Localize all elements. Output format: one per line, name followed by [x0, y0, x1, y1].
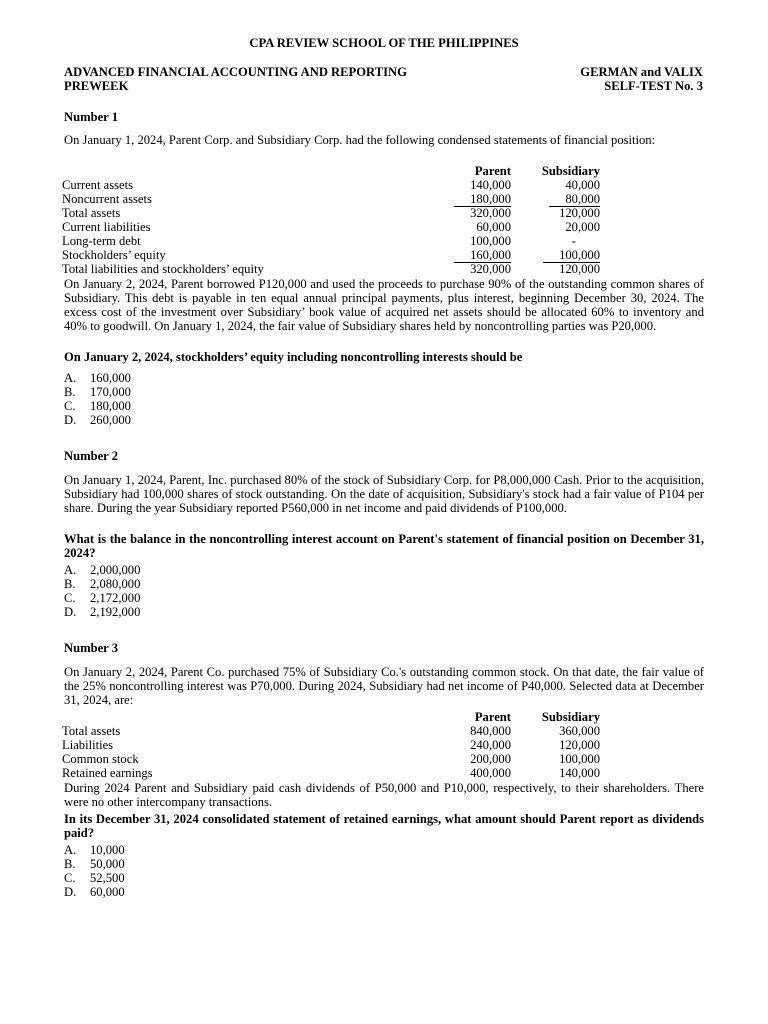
choice-letter: A.: [64, 371, 77, 385]
choice-option[interactable]: [64, 857, 125, 871]
choice-text: 52,500: [90, 871, 125, 885]
choice-option[interactable]: [64, 871, 125, 885]
choice-letter: B.: [64, 577, 76, 591]
q1-body: On January 2, 2024, Parent borrowed P120,000 and used the proceeds to purchase 90% of the outstanding common shares of Subsidiary. This debt is payable in ten equal annual principal payments, plus interest, beginning December 30, 2024. The excess cost of the investment over Subsidiary’ book value of acquired net assets should be allocated 60% to inventory and 40% to goodwill. On January 1, 2024, the fair value of Subsidiary shares held by noncontrolling parties was P20,000.: [64, 277, 704, 333]
subsidiary-value: 120,000: [559, 206, 600, 220]
row-label: Noncurrent assets: [62, 192, 152, 206]
choice-text: 160,000: [90, 371, 131, 385]
table-row: [62, 262, 604, 276]
test-header: [580, 65, 703, 93]
subsidiary-value: 140,000: [559, 766, 600, 780]
q1-number: Number 1: [64, 110, 118, 124]
row-label: Stockholders’ equity: [62, 248, 166, 262]
underlined-value: 180,000: [454, 192, 511, 207]
parent-value: [421, 248, 511, 262]
table-row: [62, 234, 604, 248]
subsidiary-value: [510, 248, 600, 262]
q2-body: On January 1, 2024, Parent, Inc. purchased 80% of the stock of Subsidiary Corp. for P8,000,000 Cash. Prior to the acquisition, Subsidiary had 100,000 shares of stock outstanding. On the date of acquisition, Subsidiary's stock had a fair value of P104 per share. During the year Subsidiary reported P560,000 in net income and paid dividends of P100,000.: [64, 473, 704, 515]
subject-subtitle: PREWEEK: [64, 79, 129, 93]
choice-letter: D.: [64, 605, 77, 619]
row-label: Total assets: [62, 206, 121, 220]
q2-number: Number 2: [64, 449, 118, 463]
q1-question: On January 2, 2024, stockholders’ equity including noncontrolling interests should be: [64, 350, 523, 364]
parent-value: 320,000: [470, 262, 511, 276]
underlined-value: 160,000: [454, 248, 511, 263]
parent-value: 840,000: [470, 724, 511, 738]
choice-text: 170,000: [90, 385, 131, 399]
row-label: Liabilities: [62, 738, 114, 752]
q3-choices: [64, 843, 125, 899]
table-row: [62, 752, 604, 766]
choice-option[interactable]: [64, 413, 131, 427]
col-parent-header: Parent: [474, 710, 511, 724]
parent-value: 200,000: [470, 752, 511, 766]
choice-letter: D.: [64, 885, 77, 899]
school-title: CPA REVIEW SCHOOL OF THE PHILIPPINES: [249, 36, 519, 50]
choice-option[interactable]: [64, 399, 131, 413]
row-label: Total assets: [62, 724, 121, 738]
choice-letter: D.: [64, 413, 77, 427]
subsidiary-value: 20,000: [565, 220, 600, 234]
table-row: [62, 738, 604, 752]
choice-option[interactable]: [64, 591, 140, 605]
choice-text: 2,080,000: [90, 577, 141, 591]
choice-text: 10,000: [90, 843, 125, 857]
row-label: Retained earnings: [62, 766, 153, 780]
choice-text: 260,000: [90, 413, 131, 427]
choice-letter: B.: [64, 857, 76, 871]
underlined-value: 80,000: [549, 192, 600, 207]
choice-option[interactable]: [64, 371, 131, 385]
parent-value: 240,000: [470, 738, 511, 752]
subsidiary-value: 120,000: [559, 262, 600, 276]
parent-value: [421, 192, 511, 206]
parent-value: 140,000: [470, 178, 511, 192]
col-subsidiary-header: Subsidiary: [541, 164, 600, 178]
subsidiary-value: 100,000: [559, 752, 600, 766]
q3-body: During 2024 Parent and Subsidiary paid cash dividends of P50,000 and P10,000, respectively, to their shareholders. There were no other intercompany transactions.: [64, 781, 704, 809]
choice-text: 50,000: [90, 857, 125, 871]
choice-text: 180,000: [90, 399, 131, 413]
parent-value: 400,000: [470, 766, 511, 780]
table-row: [62, 766, 604, 780]
table-row: [62, 248, 604, 262]
row-label: Current liabilities: [62, 220, 151, 234]
q2-question: What is the balance in the noncontrolling interest account on Parent's statement of financial position on December 31, 2024?: [64, 532, 704, 560]
q2-choices: [64, 563, 140, 619]
underlined-value: 100,000: [543, 248, 600, 263]
parent-value: 60,000: [476, 220, 511, 234]
subsidiary-value: 360,000: [559, 724, 600, 738]
subject-header: [64, 65, 407, 93]
choice-text: 2,000,000: [90, 563, 141, 577]
choice-letter: B.: [64, 385, 76, 399]
choice-option[interactable]: [64, 385, 131, 399]
col-subsidiary-header: Subsidiary: [541, 710, 600, 724]
choice-text: 60,000: [90, 885, 125, 899]
choice-letter: C.: [64, 399, 76, 413]
choice-option[interactable]: [64, 577, 140, 591]
row-label: Total liabilities and stockholders’ equity: [62, 262, 264, 276]
parent-value: 320,000: [470, 206, 511, 220]
subsidiary-value: [510, 192, 600, 206]
choice-text: 2,192,000: [90, 605, 141, 619]
authors: GERMAN and VALIX: [580, 65, 703, 79]
choice-option[interactable]: [64, 605, 140, 619]
choice-option[interactable]: [64, 885, 125, 899]
subsidiary-value: -: [571, 234, 576, 248]
subsidiary-value: 40,000: [565, 178, 600, 192]
table-row: [62, 206, 604, 220]
row-label: Current assets: [62, 178, 133, 192]
choice-option[interactable]: [64, 563, 140, 577]
table-row: [62, 192, 604, 206]
q3-intro: On January 2, 2024, Parent Co. purchased 75% of Subsidiary Co.'s outstanding common stock. On that date, the fair value of the 25% noncontrolling interest was P70,000. During 2024, Subsidiary had net income of P40,000. Selected data at December 31, 2024, are:: [64, 665, 704, 707]
q3-question: In its December 31, 2024 consolidated statement of retained earnings, what amount should Parent report as dividends paid?: [64, 812, 704, 840]
q1-choices: [64, 371, 131, 427]
col-parent-header: Parent: [474, 164, 511, 178]
table-row: [62, 724, 604, 738]
row-label: Common stock: [62, 752, 139, 766]
q1-financial-table: [62, 164, 604, 276]
q3-table-header: [62, 710, 604, 724]
subsidiary-value: 120,000: [559, 738, 600, 752]
subject-title: ADVANCED FINANCIAL ACCOUNTING AND REPORTING: [64, 65, 407, 79]
choice-letter: A.: [64, 563, 77, 577]
parent-value: 100,000: [470, 234, 511, 248]
q1-table-header: [62, 164, 604, 178]
choice-letter: A.: [64, 843, 77, 857]
choice-option[interactable]: [64, 843, 125, 857]
row-label: Long-term debt: [62, 234, 141, 248]
test-number: SELF-TEST No. 3: [604, 79, 703, 93]
q3-financial-table: [62, 710, 604, 780]
choice-text: 2,172,000: [90, 591, 141, 605]
q3-number: Number 3: [64, 641, 118, 655]
choice-letter: C.: [64, 871, 76, 885]
table-row: [62, 178, 604, 192]
table-row: [62, 220, 604, 234]
choice-letter: C.: [64, 591, 76, 605]
q1-intro: On January 1, 2024, Parent Corp. and Subsidiary Corp. had the following condensed statements of financial position:: [64, 133, 656, 147]
